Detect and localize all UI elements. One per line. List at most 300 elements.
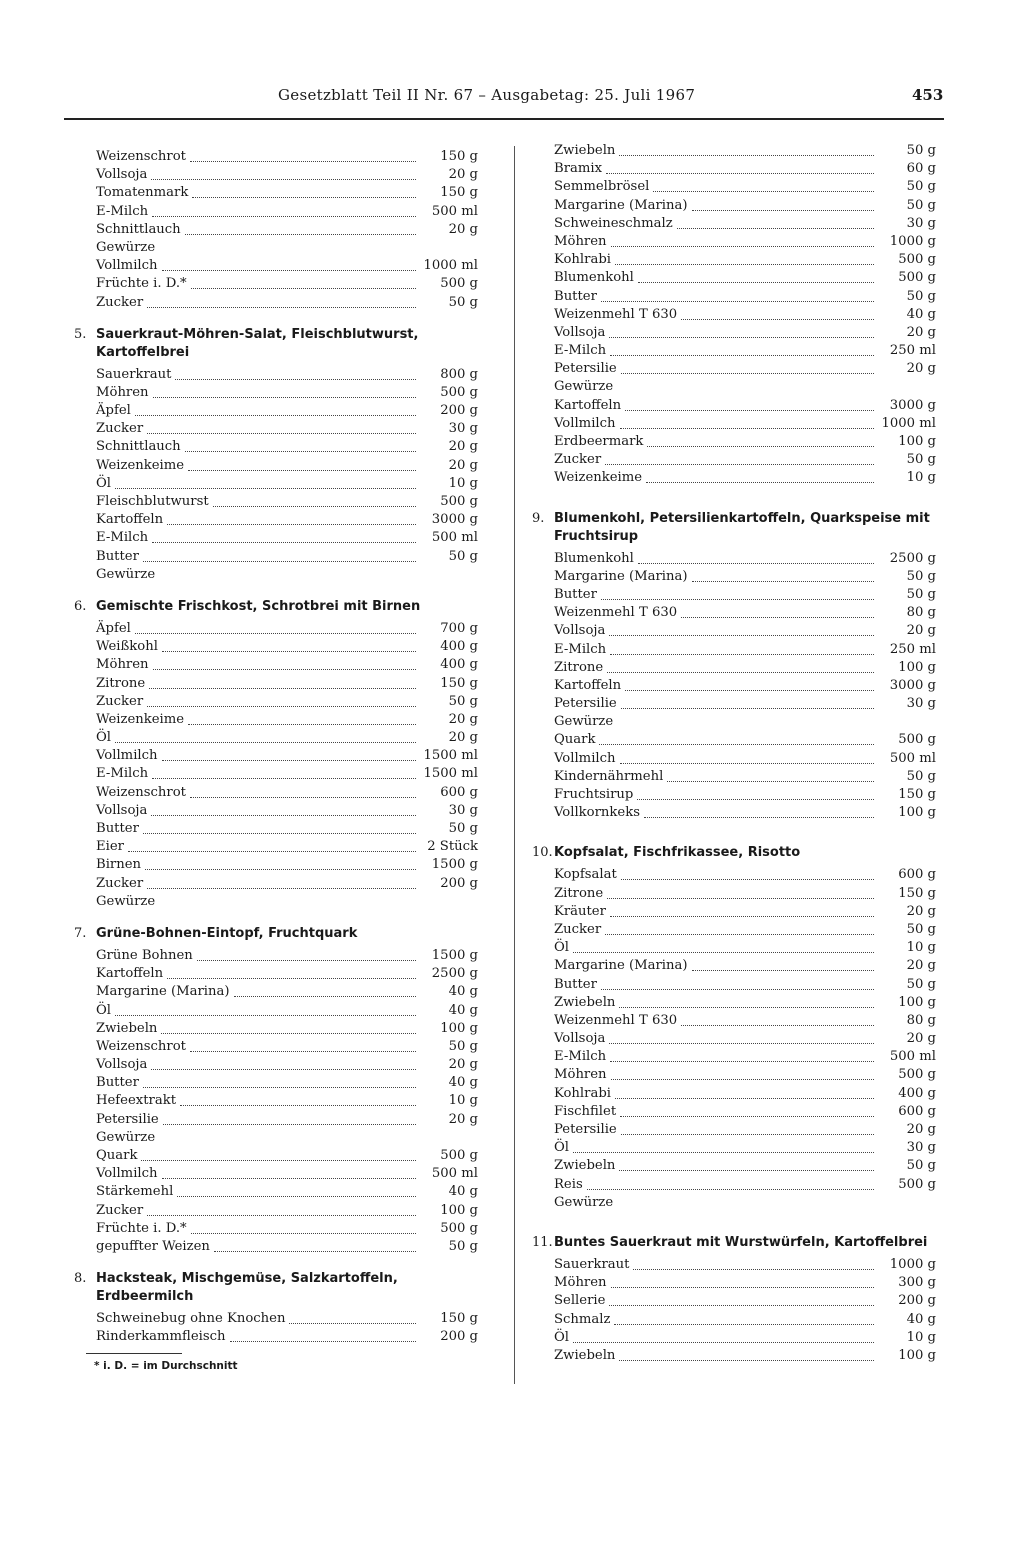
ingredient-quantity: 500 g xyxy=(898,1176,936,1192)
ingredient-name: Gewürze xyxy=(554,379,614,395)
ingredient-name: Petersilie xyxy=(554,696,617,712)
dot-leader xyxy=(614,1313,874,1325)
ingredient-name: Weizenmehl T 630 xyxy=(554,306,678,322)
dot-leader xyxy=(610,344,874,356)
dot-leader xyxy=(190,150,416,162)
ingredient-row xyxy=(532,178,936,196)
ingredient-name: Weizenkeime xyxy=(554,470,643,486)
section-title: Blumenkohl, Petersilienkartoffeln, Quarkspeise mit Fruchtsirup xyxy=(554,510,930,544)
ingredient-quantity: 30 g xyxy=(906,215,936,231)
dot-leader xyxy=(611,1276,874,1288)
ingredient-quantity: 200 g xyxy=(440,875,478,891)
dot-leader xyxy=(607,661,874,673)
ingredient-list xyxy=(532,1256,936,1365)
ingredient-row xyxy=(532,415,936,433)
ingredient-list xyxy=(74,620,478,911)
ingredient-name: Sauerkraut xyxy=(554,1256,630,1272)
ingredient-name: Weizenschrot xyxy=(96,149,186,164)
ingredient-row xyxy=(74,203,478,221)
ingredient-name: Vollsoja xyxy=(96,1057,148,1073)
ingredient-row xyxy=(74,620,478,638)
ingredient-row xyxy=(532,233,936,251)
ingredient-row xyxy=(74,1147,478,1165)
ingredient-name: Quark xyxy=(554,732,596,748)
ingredient-row xyxy=(532,804,936,822)
ingredient-row xyxy=(74,765,478,783)
ingredient-row xyxy=(532,659,936,677)
ingredient-row xyxy=(532,713,936,731)
ingredient-row xyxy=(74,1220,478,1238)
dot-leader xyxy=(143,1076,416,1088)
ingredient-name: Vollmilch xyxy=(96,748,158,764)
ingredient-row xyxy=(74,1092,478,1110)
ingredient-name: Vollmilch xyxy=(96,258,158,274)
ingredient-quantity: 600 g xyxy=(898,867,936,883)
ingredient-row xyxy=(532,1012,936,1030)
dot-leader xyxy=(185,440,416,452)
ingredient-name: Gewürze xyxy=(96,239,156,255)
ingredient-quantity: 100 g xyxy=(440,1020,478,1036)
section-number: 6. xyxy=(74,598,87,614)
section-number: 11. xyxy=(532,1234,553,1250)
ingredient-quantity: 50 g xyxy=(906,288,936,304)
ingredient-quantity: 20 g xyxy=(448,457,478,473)
dot-leader xyxy=(692,570,874,582)
dot-leader xyxy=(609,1032,874,1044)
ingredient-name: Zucker xyxy=(554,921,602,937)
ingredient-row xyxy=(532,197,936,215)
ingredient-row xyxy=(532,1157,936,1175)
ingredient-row xyxy=(532,251,936,269)
ingredient-name: Öl xyxy=(554,1140,570,1156)
dot-leader xyxy=(159,241,416,252)
dot-leader xyxy=(190,786,416,798)
dot-leader xyxy=(573,1141,874,1153)
recipe-section-9 xyxy=(532,510,936,823)
header-rule xyxy=(64,118,944,120)
dot-leader xyxy=(619,1159,874,1171)
ingredient-quantity: 20 g xyxy=(448,221,478,237)
dot-leader xyxy=(667,770,874,782)
ingredient-quantity: 500 g xyxy=(898,1067,936,1083)
dot-leader xyxy=(197,949,416,961)
ingredient-list xyxy=(532,550,936,823)
ingredient-name: Birnen xyxy=(96,857,142,873)
ingredient-quantity: 40 g xyxy=(448,984,478,1000)
ingredient-row xyxy=(532,994,936,1012)
ingredient-name: Margarine (Marina) xyxy=(96,984,230,1000)
ingredient-row xyxy=(532,1030,936,1048)
ingredient-quantity: 20 g xyxy=(906,361,936,377)
ingredient-row xyxy=(74,221,478,239)
ingredient-name: Weizenschrot xyxy=(96,784,186,800)
ingredient-name: Zwiebeln xyxy=(96,1020,158,1036)
section-number: 10. xyxy=(532,845,553,861)
section-title: Gemischte Frischkost, Schrotbrei mit Birnen xyxy=(96,598,421,614)
ingredient-quantity: 500 g xyxy=(440,276,478,292)
ingredient-name: Reis xyxy=(554,1176,583,1192)
ingredient-quantity: 400 g xyxy=(898,1085,936,1101)
ingredient-quantity: 500 g xyxy=(440,494,478,509)
dot-leader xyxy=(617,715,874,726)
ingredient-name: Tomatenmark xyxy=(96,185,189,201)
dot-leader xyxy=(692,199,874,211)
ingredient-quantity: 500 ml xyxy=(431,530,478,546)
ingredient-quantity: 500 g xyxy=(440,384,478,400)
ingredient-name: E-Milch xyxy=(96,203,149,219)
dot-leader xyxy=(152,531,416,543)
ingredient-quantity: 200 g xyxy=(440,1329,478,1345)
ingredient-quantity: 20 g xyxy=(448,1111,478,1127)
ingredient-quantity: 50 g xyxy=(906,921,936,937)
ingredient-quantity: 100 g xyxy=(898,659,936,675)
ingredient-quantity: 1000 ml xyxy=(881,415,936,431)
ingredient-name: Rinderkammfleisch xyxy=(96,1329,226,1345)
ingredient-row xyxy=(532,1176,936,1194)
ingredient-row xyxy=(532,288,936,306)
ingredient-row xyxy=(74,893,478,911)
ingredient-row xyxy=(532,215,936,233)
dot-leader xyxy=(191,277,416,289)
dot-leader xyxy=(646,471,874,483)
ingredient-row xyxy=(532,1274,936,1292)
ingredient-row xyxy=(74,838,478,856)
dot-leader xyxy=(135,622,416,634)
ingredient-name: E-Milch xyxy=(554,343,607,359)
dot-leader xyxy=(230,1330,416,1342)
ingredient-name: Gewürze xyxy=(554,714,614,730)
dot-leader xyxy=(681,308,874,320)
dot-leader xyxy=(162,1167,416,1179)
dot-leader xyxy=(167,967,416,979)
ingredient-row xyxy=(74,1111,478,1129)
ingredient-quantity: 20 g xyxy=(448,730,478,746)
dot-leader xyxy=(162,640,416,652)
ingredient-row xyxy=(74,965,478,983)
ingredient-quantity: 1500 g xyxy=(431,947,478,963)
ingredient-quantity: 20 g xyxy=(906,903,936,919)
ingredient-quantity: 40 g xyxy=(448,1002,478,1018)
ingredient-row xyxy=(532,604,936,622)
ingredient-name: Möhren xyxy=(96,384,149,400)
ingredient-quantity: 1500 g xyxy=(431,857,478,873)
ingredient-row xyxy=(532,957,936,975)
dot-leader xyxy=(610,643,874,655)
ingredient-name: Weizenkeime xyxy=(96,457,185,473)
page-header xyxy=(0,86,1024,110)
recipe-section-6 xyxy=(74,598,478,911)
ingredient-row xyxy=(532,750,936,768)
ingredient-row xyxy=(532,1347,936,1365)
dot-leader xyxy=(621,362,874,374)
ingredient-row xyxy=(532,550,936,568)
ingredient-name: Vollmilch xyxy=(96,1166,158,1182)
ingredient-row xyxy=(74,1038,478,1056)
dot-leader xyxy=(638,552,874,564)
dot-leader xyxy=(175,368,416,380)
dot-leader xyxy=(152,767,416,779)
ingredient-list xyxy=(74,148,478,312)
ingredient-name: Kopfsalat xyxy=(554,867,617,883)
dot-leader xyxy=(213,495,416,507)
ingredient-quantity: 400 g xyxy=(440,639,478,655)
ingredient-name: Zitrone xyxy=(554,885,604,901)
dot-leader xyxy=(190,1040,416,1052)
dot-leader xyxy=(214,1240,416,1252)
ingredient-row xyxy=(74,1056,478,1074)
ingredient-row xyxy=(74,548,478,566)
ingredient-list xyxy=(532,866,936,1212)
ingredient-name: Weizenschrot xyxy=(96,1038,186,1054)
dot-leader xyxy=(609,326,874,338)
ingredient-row xyxy=(74,1238,478,1256)
dot-leader xyxy=(191,1222,416,1234)
ingredient-row xyxy=(532,269,936,287)
ingredient-quantity: 150 g xyxy=(440,1311,478,1327)
ingredient-quantity: 2500 g xyxy=(431,966,478,982)
dot-leader xyxy=(615,1087,874,1099)
section-heading xyxy=(74,326,478,362)
ingredient-name: Kartoffeln xyxy=(554,677,622,693)
dot-leader xyxy=(681,1014,874,1026)
dot-leader xyxy=(149,677,416,689)
ingredient-name: Grüne Bohnen xyxy=(96,947,193,963)
ingredient-quantity: 20 g xyxy=(906,1122,936,1137)
ingredient-quantity: 50 g xyxy=(448,294,478,310)
ingredient-row xyxy=(532,433,936,451)
ingredient-name: Weizenmehl T 630 xyxy=(554,605,678,621)
dot-leader xyxy=(587,1178,874,1190)
ingredient-name: Zitrone xyxy=(554,659,604,675)
dot-leader xyxy=(143,822,416,834)
section-heading xyxy=(74,598,478,616)
dot-leader xyxy=(163,1113,416,1125)
ingredient-quantity: 700 g xyxy=(440,620,478,636)
ingredient-row xyxy=(74,1129,478,1147)
ingredient-row xyxy=(74,1328,478,1346)
ingredient-row xyxy=(532,768,936,786)
ingredient-row xyxy=(74,438,478,456)
dot-leader xyxy=(677,217,874,229)
dot-leader xyxy=(151,804,416,816)
ingredient-row xyxy=(532,1194,936,1212)
dot-leader xyxy=(167,513,416,525)
dot-leader xyxy=(644,806,874,818)
ingredient-quantity: 30 g xyxy=(448,421,478,437)
dot-leader xyxy=(152,205,416,217)
ingredient-row xyxy=(532,866,936,884)
ingredient-quantity: 1000 g xyxy=(889,1256,936,1272)
ingredient-name: Zucker xyxy=(96,693,144,709)
dot-leader xyxy=(180,1094,416,1106)
ingredient-quantity: 30 g xyxy=(448,802,478,818)
ingredient-row xyxy=(74,802,478,820)
dot-leader xyxy=(151,1058,416,1070)
section-heading xyxy=(532,1234,936,1252)
ingredient-quantity: 500 g xyxy=(898,252,936,268)
dot-leader xyxy=(647,435,874,447)
dot-leader xyxy=(617,1196,874,1207)
dot-leader xyxy=(147,1204,416,1216)
ingredient-row xyxy=(532,451,936,469)
ingredient-name: Vollsoja xyxy=(554,324,606,340)
ingredient-list xyxy=(74,947,478,1256)
ingredient-quantity: 50 g xyxy=(448,1038,478,1054)
dot-leader xyxy=(611,235,874,247)
ingredient-quantity: 50 g xyxy=(906,586,936,602)
ingredient-list xyxy=(74,1310,478,1346)
recipe-section-11 xyxy=(532,1234,936,1365)
ingredient-name: Sellerie xyxy=(554,1293,606,1309)
ingredient-quantity: 50 g xyxy=(906,452,936,468)
section-number: 9. xyxy=(532,510,545,526)
ingredient-name: Zucker xyxy=(554,452,602,468)
left-column xyxy=(74,148,478,1372)
ingredient-name: Butter xyxy=(96,821,139,836)
recipe-section-10 xyxy=(532,844,936,1212)
ingredient-quantity: 20 g xyxy=(906,324,936,340)
ingredient-row xyxy=(532,324,936,342)
ingredient-name: Blumenkohl xyxy=(554,270,634,286)
footnote-rule xyxy=(86,1353,182,1354)
dot-leader xyxy=(611,1068,874,1080)
ingredient-quantity: 10 g xyxy=(906,470,936,486)
ingredient-quantity: 300 g xyxy=(898,1275,936,1291)
recipe-section-7 xyxy=(74,925,478,1256)
ingredient-quantity: 500 ml xyxy=(431,1166,478,1182)
ingredient-row xyxy=(532,306,936,324)
ingredient-name: Semmelbrösel xyxy=(554,179,650,195)
ingredient-name: Margarine (Marina) xyxy=(554,958,688,974)
ingredient-row xyxy=(74,1183,478,1201)
ingredient-row xyxy=(74,275,478,293)
ingredient-quantity: 50 g xyxy=(906,1158,936,1174)
ingredient-row xyxy=(532,342,936,360)
ingredient-row xyxy=(532,903,936,921)
ingredient-row xyxy=(74,1074,478,1092)
ingredient-quantity: 30 g xyxy=(906,696,936,712)
ingredient-row xyxy=(74,475,478,493)
ingredient-name: Gewürze xyxy=(96,1129,156,1145)
section-title: Buntes Sauerkraut mit Wurstwürfeln, Kartoffelbrei xyxy=(554,1234,928,1250)
ingredient-quantity: 80 g xyxy=(906,605,936,621)
dot-leader xyxy=(621,868,874,880)
ingredient-quantity: 200 g xyxy=(440,403,478,419)
ingredient-name: Fischfilet xyxy=(554,1103,617,1119)
ingredient-row xyxy=(74,384,478,402)
dot-leader xyxy=(619,144,874,156)
ingredient-row xyxy=(74,166,478,184)
ingredient-row xyxy=(74,747,478,765)
dot-leader xyxy=(601,978,874,990)
ingredient-name: Quark xyxy=(96,1148,138,1163)
ingredient-quantity: 500 ml xyxy=(431,203,478,219)
ingredient-quantity: 150 g xyxy=(898,885,936,901)
ingredient-quantity: 600 g xyxy=(898,1103,936,1119)
ingredient-quantity: 800 g xyxy=(440,366,478,382)
ingredient-row xyxy=(532,976,936,994)
ingredient-row xyxy=(74,856,478,874)
dot-leader xyxy=(151,168,416,180)
dot-leader xyxy=(145,858,416,870)
ingredient-row xyxy=(532,1292,936,1310)
ingredient-name: E-Milch xyxy=(554,641,607,657)
ingredient-row xyxy=(532,695,936,713)
section-title: Grüne-Bohnen-Eintopf, Fruchtquark xyxy=(96,925,358,941)
section-heading xyxy=(74,925,478,943)
ingredient-name: Margarine (Marina) xyxy=(554,568,688,584)
ingredient-quantity: 1500 ml xyxy=(423,766,478,782)
ingredient-row xyxy=(74,239,478,257)
ingredient-quantity: 40 g xyxy=(906,1311,936,1327)
section-heading xyxy=(74,1270,478,1306)
dot-leader xyxy=(185,223,416,235)
dot-leader xyxy=(135,404,416,416)
ingredient-name: Zucker xyxy=(96,875,144,891)
section-number: 8. xyxy=(74,1271,87,1287)
ingredient-name: Zwiebeln xyxy=(554,143,616,158)
ingredient-quantity: 150 g xyxy=(440,675,478,691)
dot-leader xyxy=(625,679,874,691)
ingredient-row xyxy=(532,731,936,749)
ingredient-quantity: 50 g xyxy=(906,143,936,158)
dot-leader xyxy=(605,923,874,935)
ingredient-quantity: 80 g xyxy=(906,1012,936,1028)
dot-leader xyxy=(620,752,874,764)
ingredient-name: Zitrone xyxy=(96,675,146,691)
ingredient-quantity: 20 g xyxy=(448,439,478,455)
ingredient-row xyxy=(532,142,936,160)
ingredient-name: Zwiebeln xyxy=(554,1347,616,1363)
dot-leader xyxy=(128,840,416,852)
dot-leader xyxy=(159,568,416,579)
ingredient-name: Petersilie xyxy=(96,1111,159,1127)
ingredient-row xyxy=(532,786,936,804)
ingredient-row xyxy=(74,983,478,1001)
dot-leader xyxy=(234,985,416,997)
ingredient-quantity: 500 ml xyxy=(889,750,936,766)
ingredient-row xyxy=(74,1020,478,1038)
ingredient-row xyxy=(532,360,936,378)
ingredient-quantity: 30 g xyxy=(906,1140,936,1156)
ingredient-name: Hefeextrakt xyxy=(96,1093,176,1109)
dot-leader xyxy=(609,624,874,636)
ingredient-name: Margarine (Marina) xyxy=(554,197,688,213)
dot-leader xyxy=(606,162,874,174)
ingredient-row xyxy=(532,378,936,396)
ingredient-quantity: 2500 g xyxy=(889,550,936,566)
ingredient-list xyxy=(74,366,478,584)
ingredient-name: Kohlrabi xyxy=(554,252,611,268)
ingredient-row xyxy=(532,921,936,939)
ingredient-row xyxy=(74,420,478,438)
dot-leader xyxy=(601,588,874,600)
ingredient-quantity: 20 g xyxy=(906,1031,936,1047)
ingredient-name: E-Milch xyxy=(96,530,149,546)
ingredient-name: Butter xyxy=(554,976,597,992)
ingredient-name: gepuffter Weizen xyxy=(96,1238,210,1254)
ingredient-name: Weizenkeime xyxy=(96,711,185,727)
ingredient-name: Kindernährmehl xyxy=(554,768,664,784)
ingredient-quantity: 100 g xyxy=(898,1347,936,1363)
ingredient-row xyxy=(532,160,936,178)
ingredient-quantity: 200 g xyxy=(898,1293,936,1309)
dot-leader xyxy=(681,606,874,618)
dot-leader xyxy=(601,290,874,302)
dot-leader xyxy=(619,996,874,1008)
ingredient-quantity: 500 g xyxy=(898,732,936,748)
ingredient-row xyxy=(74,1202,478,1220)
